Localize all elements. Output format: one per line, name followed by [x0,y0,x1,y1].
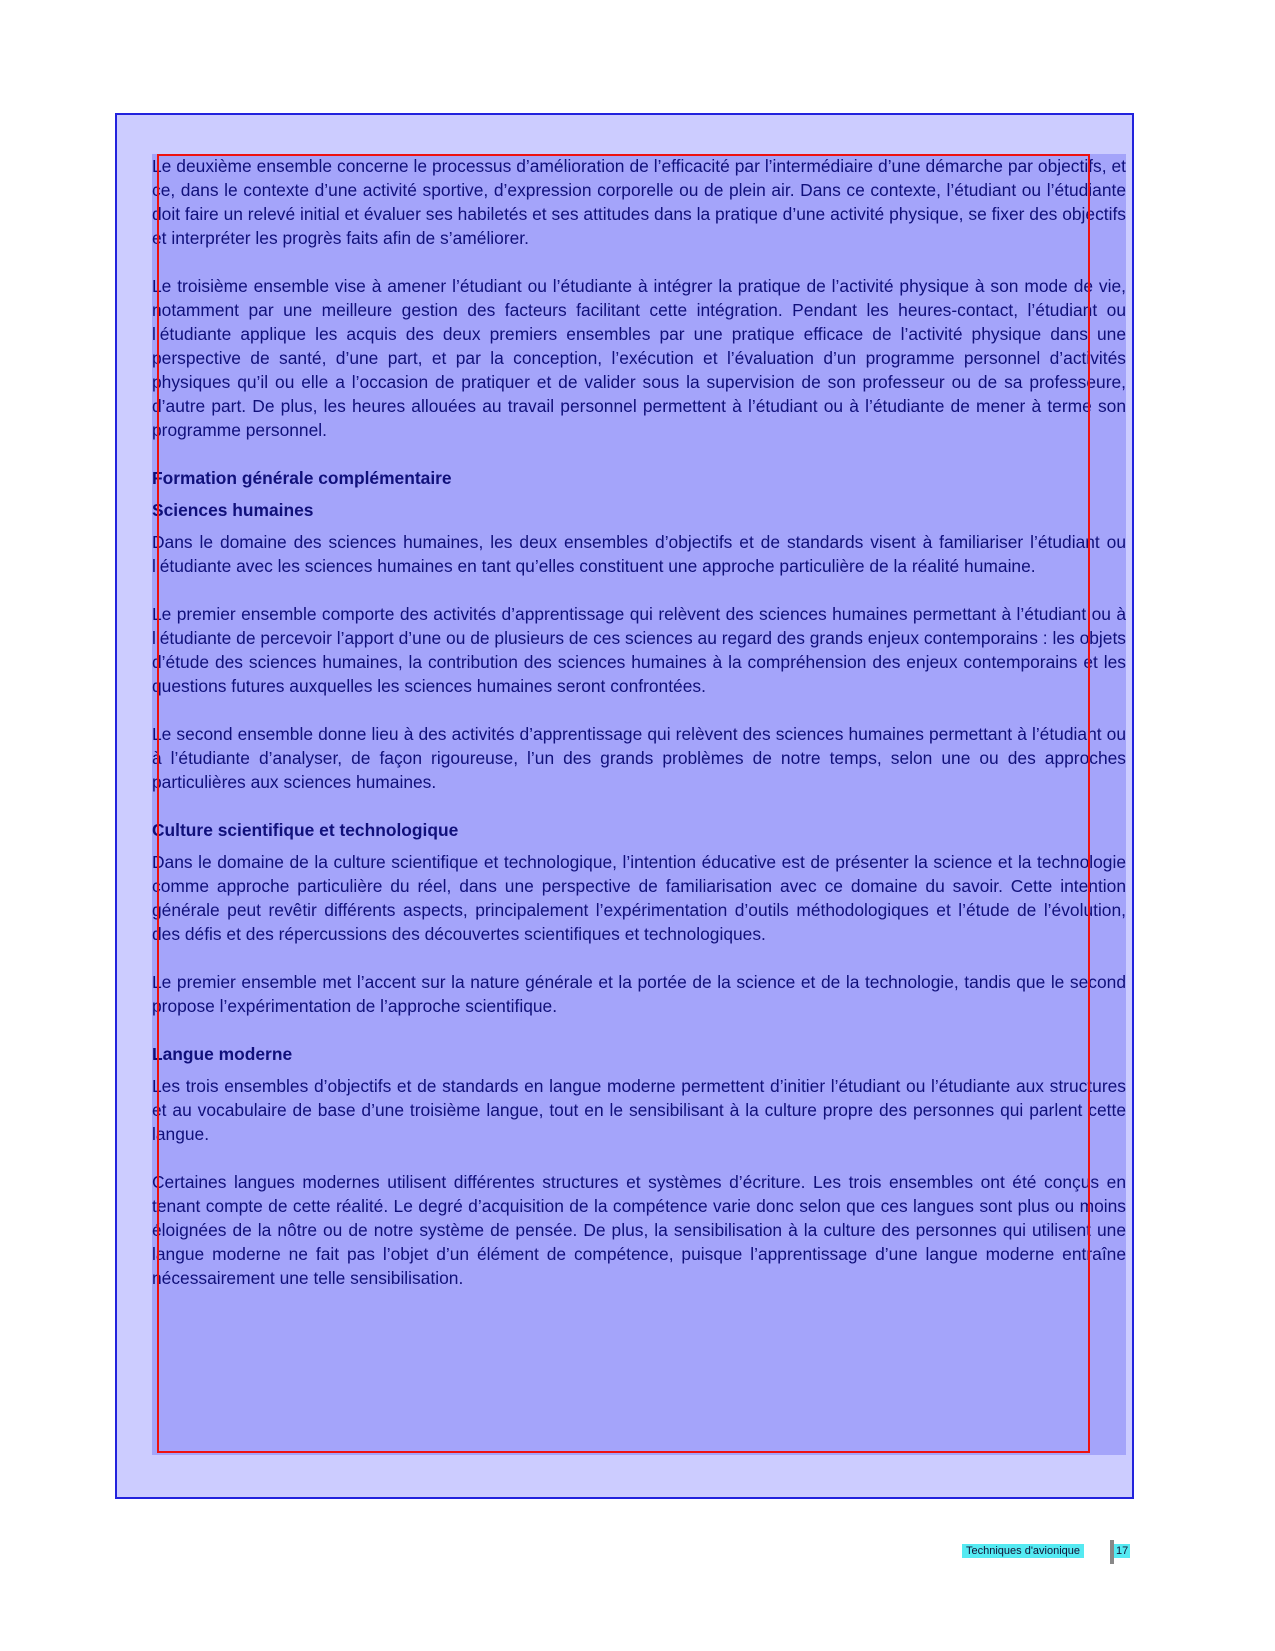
paragraph: Certaines langues modernes utilisent différentes structures et systèmes d’écriture. Les trois ensembles ont été conçus en tenant compte de cette réalité. Le degré d’acquisition de la compétence varie donc selon que ces langues sont plus ou moins éloignées de la nôtre ou de notre système de pensée. De plus, la sensibilisation à la culture des personnes qui utilisent une langue moderne ne fait pas l’objet d’un élément de compétence, puisque l’apprentissage d’une langue moderne entraîne nécessairement une telle sensibilisation. [152,1172,1126,1288]
paragraph: Le premier ensemble comporte des activités d’apprentissage qui relèvent des sciences humaines permettant à l’étudiant ou à l’étudiante de percevoir l’apport d’une ou de plusieurs de ces sciences au regard des grands enjeux contemporains : les objets d’étude des sciences humaines, la contribution des sciences humaines à la compréhension des enjeux contemporains et les questions futures auxquelles les sciences humaines seront confrontées. [152,604,1126,696]
document-body [152,154,1126,1455]
paragraph: Le premier ensemble met l’accent sur la nature générale et la portée de la science et de la technologie, tandis que le second propose l’expérimentation de l’approche scientifique. [152,972,1126,1016]
footer-document-title: Techniques d'avionique [962,1544,1084,1558]
paragraph: Les trois ensembles d’objectifs et de standards en langue moderne permettent d’initier l’étudiant ou l’étudiante aux structures et au vocabulaire de base d’une troisième langue, tout en le sensibilisant à la culture propre des personnes qui parlent cette langue. [152,1076,1126,1144]
paragraph: Le deuxième ensemble concerne le processus d’amélioration de l’efficacité par l’intermédiaire d’une démarche par objectifs, et ce, dans le contexte d’une activité sportive, d’expression corporelle ou de plein air. Dans ce contexte, l’étudiant ou l’étudiante doit faire un relevé initial et évaluer ses habiletés et ses attitudes dans la pratique d’une activité physique, se fixer des objectifs et interpréter les progrès faits afin de s’améliorer. [152,156,1126,248]
footer-page-number: 17 [1116,1545,1129,1557]
section-heading-langue-moderne: Langue moderne [152,1044,293,1064]
paragraph: Dans le domaine de la culture scientifique et technologique, l’intention éducative est de présenter la science et la technologie comme approche particulière du réel, dans une perspective de familiarisation avec ce domaine du savoir. Cette intention générale peut revêtir différents aspects, principalement l’expérimentation d’outils méthodologiques et l’étude de l’évolution, des défis et des répercussions des découvertes scientifiques et technologiques. [152,852,1126,944]
section-main-heading: Formation générale complémentaire [152,468,452,488]
paragraph: Dans le domaine des sciences humaines, les deux ensembles d’objectifs et de standards visent à familiariser l’étudiant ou l’étudiante avec les sciences humaines en tant qu’elles constituent une approche particulière de la réalité humaine. [152,532,1126,576]
paragraph: Le troisième ensemble vise à amener l’étudiant ou l’étudiante à intégrer la pratique de l’activité physique à son mode de vie, notamment par une meilleure gestion des facteurs facilitant cette intégration. Pendant les heures-contact, l’étudiant ou l’étudiante applique les acquis des deux premiers ensembles par une pratique efficace de l’activité physique dans une perspective de santé, d’une part, et par la conception, l’exécution et l’évaluation d’un programme personnel d’activités physiques qu’il ou elle a l’occasion de pratiquer et de valider sous la supervision de son professeur ou de sa professeure, d’autre part. De plus, les heures allouées au travail personnel permettent à l’étudiant ou à l’étudiante de mener à terme son programme personnel. [152,276,1126,440]
section-heading-culture-scientifique: Culture scientifique et technologique [152,820,459,840]
paragraph: Le second ensemble donne lieu à des activités d’apprentissage qui relèvent des sciences humaines permettant à l’étudiant ou à l’étudiante d’analyser, de façon rigoureuse, l’un des grands problèmes de notre temps, selon une ou des approches particulières aux sciences humaines. [152,724,1126,792]
section-heading-sciences-humaines: Sciences humaines [152,500,314,520]
